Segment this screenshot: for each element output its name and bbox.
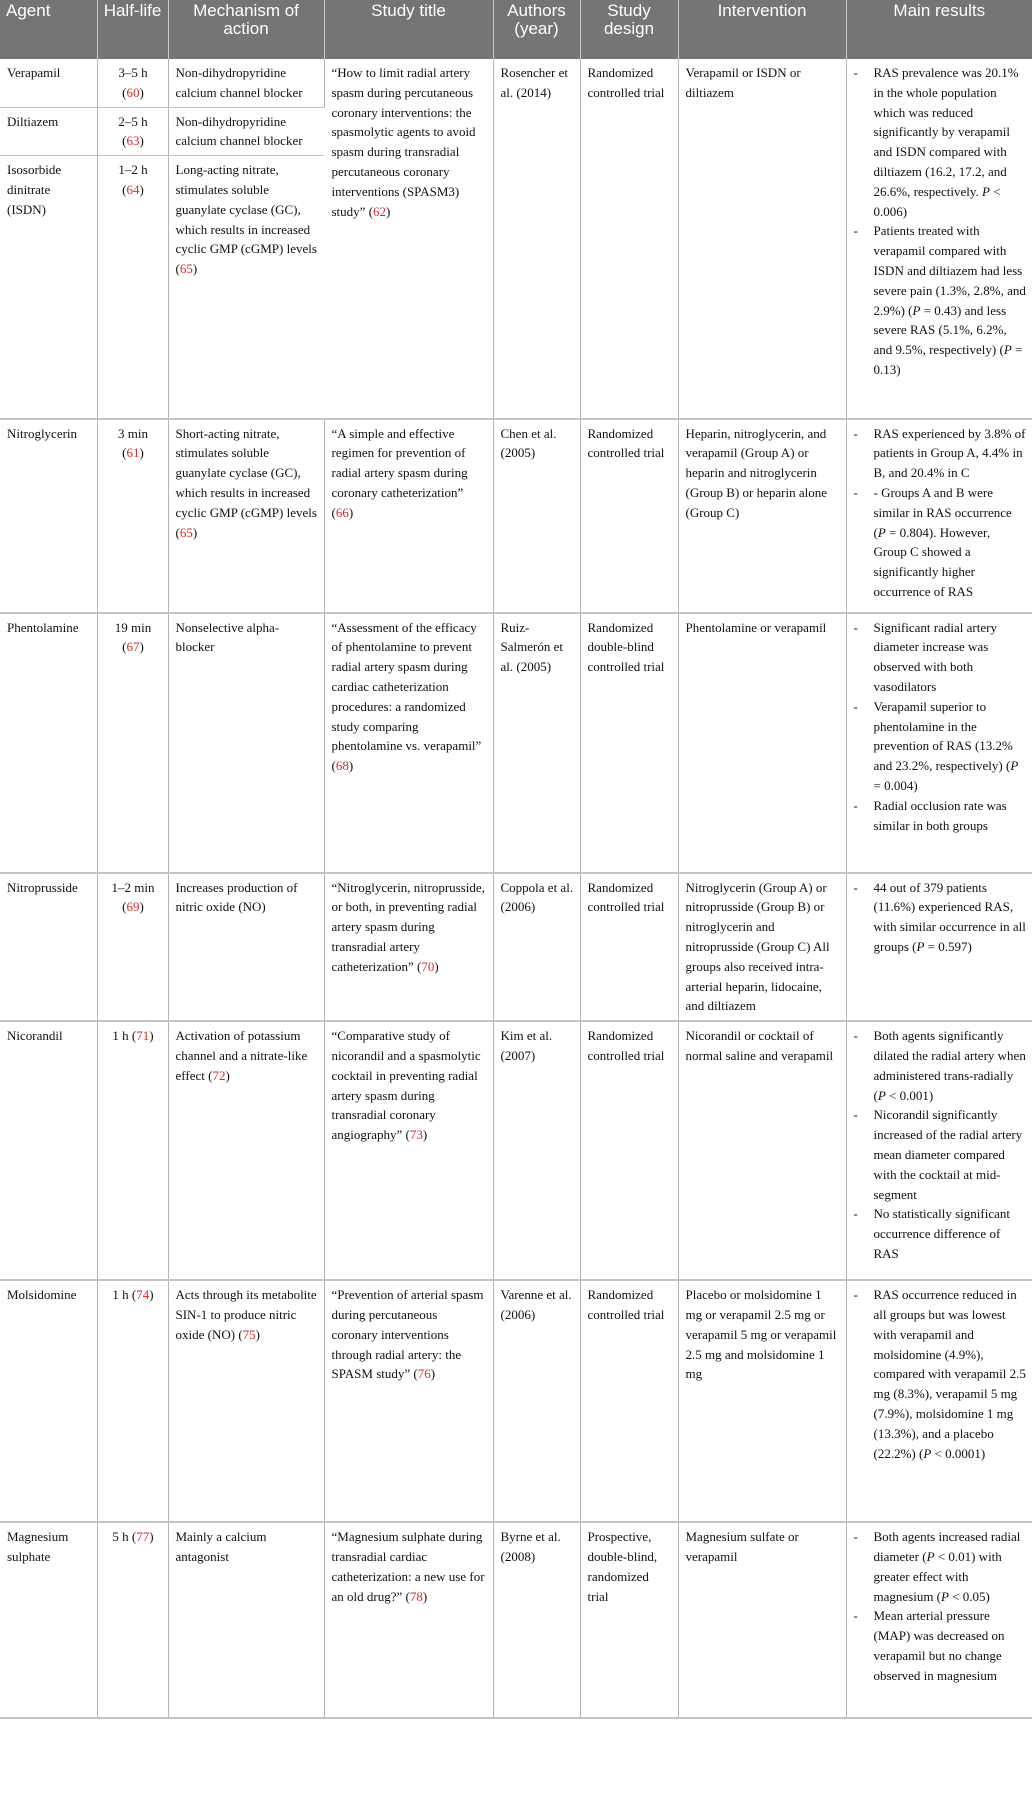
mechanism-cell: Short-acting nitrate, stimulates soluble guanylate cyclase (GC), which results in increased cyclic GMP (cGMP) levels (65)	[168, 419, 324, 613]
reference-link[interactable]: 63	[126, 133, 140, 149]
mechanism-cell: Activation of potassium channel and a nitrate-like effect (72)	[168, 1021, 324, 1280]
reference-link[interactable]: 62	[373, 203, 387, 219]
reference-link[interactable]: 66	[335, 504, 349, 520]
reference-link[interactable]: 69	[126, 899, 140, 915]
results-cell	[846, 1522, 1032, 1718]
study-title-cell: “Nitroglycerin, nitroprusside, or both, in preventing radial artery spasm during transradial artery catheterization” (70)	[324, 873, 493, 1022]
header-intervention: Intervention	[678, 0, 846, 59]
reference-link[interactable]: 70	[421, 958, 435, 974]
half-life-cell: 2–5 h (63)	[97, 107, 168, 156]
mechanism-cell: Non-dihydropyridine calcium channel blocker	[168, 59, 324, 107]
authors-cell: Chen et al. (2005)	[493, 419, 580, 613]
agent-cell: Verapamil	[0, 59, 97, 107]
reference-link[interactable]: 72	[212, 1067, 226, 1083]
results-cell	[846, 419, 1032, 613]
study-title: “Nitroglycerin, nitroprusside, or both, in preventing radial artery spasm during transradial artery catheterization”	[331, 879, 485, 974]
study-title-cell: “Assessment of the efficacy of phentolamine to prevent radial artery spasm during cardiac catheterization procedures: a randomized study comparing phentolamine vs. verapamil” (68)	[324, 613, 493, 873]
result-item: - Verapamil superior to phentolamine in the prevention of RAS (13.2% and 23.2%, respectively) (P = 0.004)	[854, 697, 1027, 796]
result-item: - No statistically significant occurrence difference of RAS	[854, 1204, 1027, 1263]
agent-cell: Phentolamine	[0, 613, 97, 873]
half-life-value: 1 h	[112, 1287, 129, 1303]
header-study-design: Study design	[580, 0, 678, 59]
results-cell	[846, 613, 1032, 873]
reference-link[interactable]: 77	[136, 1529, 150, 1545]
half-life-cell: 1 h (74)	[97, 1280, 168, 1522]
result-item: - Both agents significantly dilated the radial artery when administered trans-radially (P < 0.001)	[854, 1026, 1027, 1105]
half-life-cell: 1–2 h (64)	[97, 156, 168, 419]
study-title: “Magnesium sulphate during transradial cardiac catheterization: a new use for an old drug?”	[331, 1529, 485, 1604]
study-title-cell: “How to limit radial artery spasm during percutaneous coronary interventions: the spasmolytic agents to avoid spasm during transradial percutaneous coronary interventions (SPASM3) study” (62)	[324, 59, 493, 419]
mechanism-cell: Non-dihydropyridine calcium channel blocker	[168, 107, 324, 156]
design-cell: Randomized controlled trial	[580, 873, 678, 1022]
study-title: “A simple and effective regimen for prevention of radial artery spasm during coronary catheterization”	[331, 425, 468, 501]
design-cell: Randomized controlled trial	[580, 419, 678, 613]
intervention-cell: Placebo or molsidomine 1 mg or verapamil 2.5 mg or verapamil 5 mg or verapamil 2.5 mg and molsidomine 1 mg	[678, 1280, 846, 1522]
reference-link[interactable]: 60	[126, 84, 140, 100]
agent-cell: Nitroglycerin	[0, 419, 97, 613]
half-life-cell: 1 h (71)	[97, 1021, 168, 1280]
reference-link[interactable]: 75	[242, 1326, 256, 1342]
study-title-cell: “A simple and effective regimen for prevention of radial artery spasm during coronary catheterization” (66)	[324, 419, 493, 613]
table-row-nitroprusside	[0, 873, 1032, 1022]
result-item: - Both agents increased radial diameter (P < 0.01) with greater effect with magnesium (P < 0.05)	[854, 1527, 1027, 1606]
agent-cell: Isosorbide dinitrate (ISDN)	[0, 156, 97, 419]
header-mechanism: Mechanism of action	[168, 0, 324, 59]
reference-link[interactable]: 67	[126, 639, 140, 655]
mechanism-cell: Long-acting nitrate, stimulates soluble guanylate cyclase (GC), which results in increased cyclic GMP (cGMP) levels (65)	[168, 156, 324, 419]
half-life-cell: 1–2 min (69)	[97, 873, 168, 1022]
half-life-cell: 19 min (67)	[97, 613, 168, 873]
reference-link[interactable]: 76	[417, 1366, 431, 1382]
reference-link[interactable]: 65	[179, 261, 193, 277]
mechanism-text: Activation of potassium channel and a nitrate-like effect	[175, 1028, 308, 1083]
agent-cell: Nicorandil	[0, 1021, 97, 1280]
table-row-magnesium	[0, 1522, 1032, 1718]
authors-cell: Byrne et al. (2008)	[493, 1522, 580, 1718]
header-study-title: Study title	[324, 0, 493, 59]
result-item: - Mean arterial pressure (MAP) was decreased on verapamil but no change observed in magnesium	[854, 1606, 1027, 1685]
reference-link[interactable]: 74	[136, 1287, 150, 1303]
study-title-cell: “Comparative study of nicorandil and a spasmolytic cocktail in preventing radial artery spasm during transradial coronary angiography” (73)	[324, 1021, 493, 1280]
study-title-cell: “Prevention of arterial spasm during percutaneous coronary interventions through radial artery: the SPASM study” (76)	[324, 1280, 493, 1522]
half-life-value: 2–5 h	[118, 113, 148, 129]
result-item: - Nicorandil significantly increased of the radial artery mean diameter compared with the cocktail at mid-segment	[854, 1105, 1027, 1204]
authors-cell: Varenne et al. (2006)	[493, 1280, 580, 1522]
reference-link[interactable]: 73	[409, 1127, 423, 1143]
header-agent: Agent	[0, 0, 97, 59]
half-life-cell: 3 min (61)	[97, 419, 168, 613]
table-row-verapamil	[0, 59, 1032, 107]
design-cell: Randomized controlled trial	[580, 59, 678, 419]
study-title: “Assessment of the efficacy of phentolamine to prevent radial artery spasm during cardiac catheterization procedures: a randomized study comparing phentolamine vs. verapamil”	[331, 619, 482, 754]
study-title: “Prevention of arterial spasm during percutaneous coronary interventions through radial artery: the SPASM study”	[331, 1287, 484, 1382]
results-cell	[846, 873, 1032, 1022]
mechanism-cell: Nonselective alpha-blocker	[168, 613, 324, 873]
result-item: - RAS prevalence was 20.1% in the whole population which was reduced significantly by verapamil and ISDN compared with diltiazem (16.2, 17.2, and 26.6%, respectively. P < 0.006)	[854, 63, 1027, 221]
half-life-value: 5 h	[112, 1529, 129, 1545]
intervention-cell: Verapamil or ISDN or diltiazem	[678, 59, 846, 419]
design-cell: Randomized double-blind controlled trial	[580, 613, 678, 873]
agent-cell: Nitroprusside	[0, 873, 97, 1022]
result-item: - 44 out of 379 patients (11.6%) experienced RAS, with similar occurrence in all groups (P = 0.597)	[854, 878, 1027, 957]
authors-cell: Coppola et al. (2006)	[493, 873, 580, 1022]
half-life-value: 3–5 h	[118, 65, 148, 80]
result-item: - Radial occlusion rate was similar in both groups	[854, 796, 1027, 836]
result-item: - Patients treated with verapamil compared with ISDN and diltiazem had less severe pain (1.3%, 2.8%, and 2.9%) (P = 0.43) and less severe RAS (5.1%, 6.2%, and 9.5%, respectively) (P = 0.13)	[854, 221, 1027, 379]
reference-link[interactable]: 64	[126, 181, 140, 197]
reference-link[interactable]: 65	[179, 524, 193, 540]
reference-link[interactable]: 71	[136, 1028, 150, 1044]
mechanism-text: Long-acting nitrate, stimulates soluble guanylate cyclase (GC), which results in increased cyclic GMP (cGMP) levels	[175, 162, 317, 257]
mechanism-text: Short-acting nitrate, stimulates soluble guanylate cyclase (GC), which results in increased cyclic GMP (cGMP) levels	[175, 425, 317, 520]
study-title: “How to limit radial artery spasm during percutaneous coronary interventions: the spasmolytic agents to avoid spasm during transradial percutaneous coronary interventions (SPASM3) study”	[331, 65, 476, 219]
mechanism-cell: Acts through its metabolite SIN-1 to produce nitric oxide (NO) (75)	[168, 1280, 324, 1522]
intervention-cell: Nitroglycerin (Group A) or nitroprusside (Group B) or nitroglycerin and nitroprusside (Group C) All groups also received intra-arterial heparin, lidocaine, and diltiazem	[678, 873, 846, 1022]
design-cell: Randomized controlled trial	[580, 1280, 678, 1522]
half-life-value: 19 min	[114, 619, 152, 635]
half-life-value: 1–2 h	[118, 162, 148, 178]
header-main-results: Main results	[846, 0, 1032, 59]
mechanism-text: Acts through its metabolite SIN-1 to produce nitric oxide (NO)	[175, 1287, 317, 1342]
reference-link[interactable]: 61	[126, 445, 140, 461]
header-half-life: Half-life	[97, 0, 168, 59]
results-cell	[846, 59, 1032, 419]
agent-cell: Magnesium sulphate	[0, 1522, 97, 1718]
design-cell: Prospective, double-blind, randomized trial	[580, 1522, 678, 1718]
half-life-value: 1–2 min	[111, 879, 155, 895]
intervention-cell: Magnesium sulfate or verapamil	[678, 1522, 846, 1718]
study-title: “Comparative study of nicorandil and a spasmolytic cocktail in preventing radial artery spasm during transradial coronary angiography”	[331, 1028, 481, 1143]
results-cell	[846, 1280, 1032, 1522]
table-row-phentolamine	[0, 613, 1032, 873]
result-item: - RAS experienced by 3.8% of patients in Group A, 4.4% in B, and 20.4% in C	[854, 424, 1027, 483]
table-row-molsidomine	[0, 1280, 1032, 1522]
half-life-cell: 5 h (77)	[97, 1522, 168, 1718]
table-row-nicorandil	[0, 1021, 1032, 1280]
intervention-cell: Phentolamine or verapamil	[678, 613, 846, 873]
half-life-value: 1 h	[112, 1028, 129, 1044]
intervention-cell: Heparin, nitroglycerin, and verapamil (Group A) or heparin and nitroglycerin (Group B) or heparin alone (Group C)	[678, 419, 846, 613]
half-life-cell: 3–5 h (60)	[97, 59, 168, 107]
reference-link[interactable]: 68	[335, 758, 349, 774]
reference-link[interactable]: 78	[409, 1588, 423, 1604]
study-title-cell: “Magnesium sulphate during transradial cardiac catheterization: a new use for an old drug?” (78)	[324, 1522, 493, 1718]
header-authors: Authors (year)	[493, 0, 580, 59]
authors-cell: Ruiz-Salmerón et al. (2005)	[493, 613, 580, 873]
result-item: - - Groups A and B were similar in RAS occurrence (P = 0.804). However, Group C showed a significantly higher occurrence of RAS	[854, 483, 1027, 602]
design-cell: Randomized controlled trial	[580, 1021, 678, 1280]
intervention-cell: Nicorandil or cocktail of normal saline and verapamil	[678, 1021, 846, 1280]
mechanism-cell: Mainly a calcium antagonist	[168, 1522, 324, 1718]
authors-cell: Kim et al. (2007)	[493, 1021, 580, 1280]
agent-cell: Molsidomine	[0, 1280, 97, 1522]
mechanism-cell: Increases production of nitric oxide (NO)	[168, 873, 324, 1022]
agent-cell: Diltiazem	[0, 107, 97, 156]
half-life-value: 3 min	[118, 425, 148, 441]
result-item: - Significant radial artery diameter increase was observed with both vasodilators	[854, 618, 1027, 697]
table-header-row	[0, 0, 1032, 59]
table-row-nitroglycerin	[0, 419, 1032, 613]
results-cell	[846, 1021, 1032, 1280]
result-item: - RAS occurrence reduced in all groups but was lowest with verapamil and molsidomine (4.9%), compared with verapamil 2.5 mg (8.3%), verapamil 5 mg (7.9%), molsidomine 1 mg (13.3%), and a placebo (22.2%) (P < 0.0001)	[854, 1285, 1027, 1463]
authors-cell: Rosencher et al. (2014)	[493, 59, 580, 419]
